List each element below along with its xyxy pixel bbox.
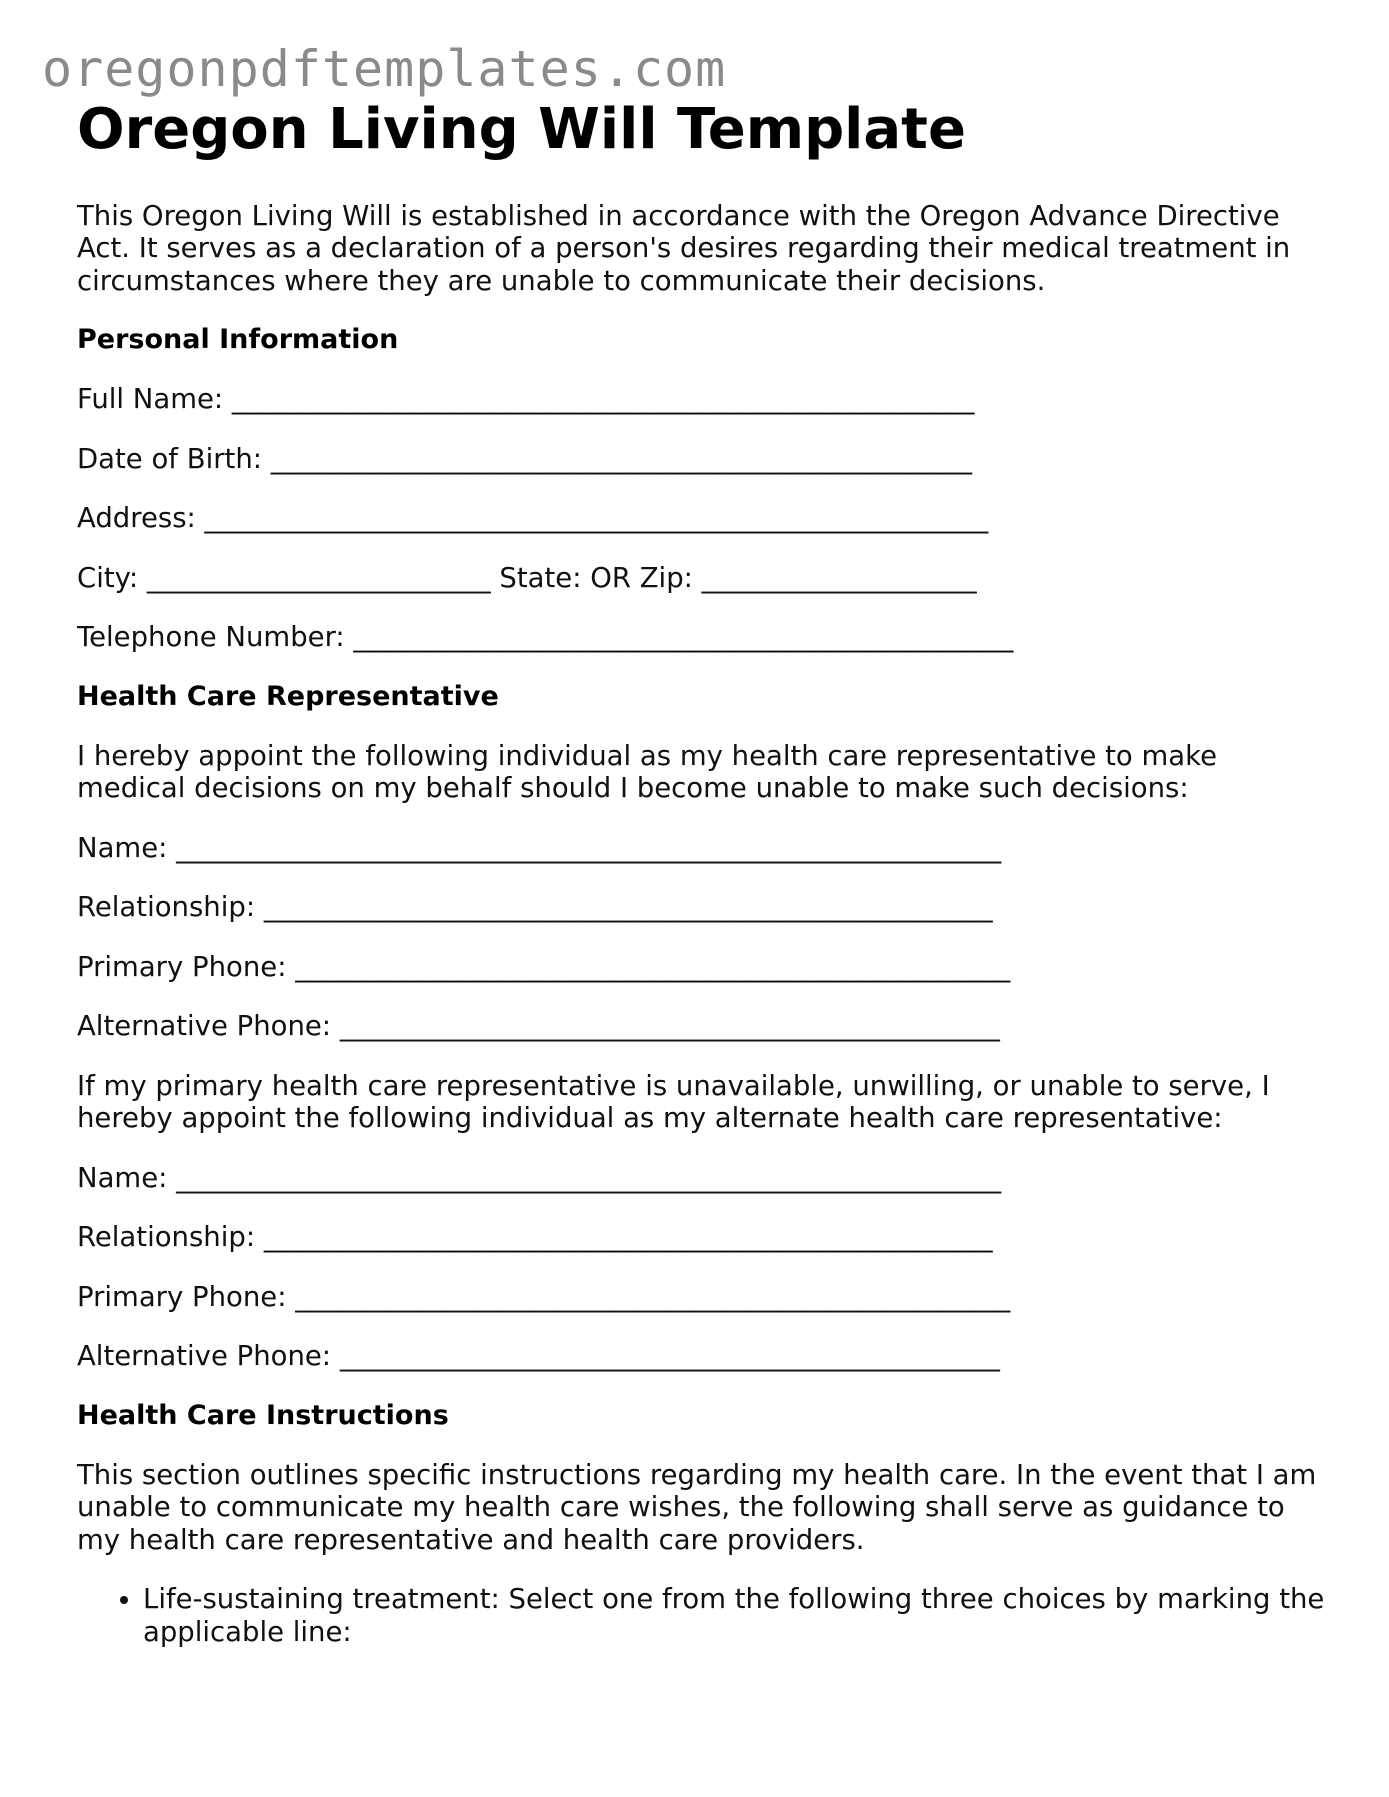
full-name-field[interactable] <box>77 383 1327 416</box>
telephone-field[interactable] <box>77 621 1327 654</box>
personal-info-heading: Personal Information <box>77 324 399 356</box>
watermark: oregonpdftemplates.com <box>42 40 727 98</box>
rep-name-field[interactable] <box>77 832 1327 865</box>
alt-name-blank[interactable]: ____________________________________________________________ <box>176 1161 1002 1194</box>
date-of-birth-blank[interactable]: ___________________________________________________ <box>270 442 973 475</box>
alt-primary-phone-label: Primary Phone: <box>77 1280 287 1313</box>
state-zip-label: State: OR Zip: <box>499 561 693 594</box>
city-blank[interactable]: _________________________ <box>146 561 491 594</box>
alt-name-field[interactable] <box>77 1162 1327 1195</box>
rep-primary-phone-blank[interactable]: ____________________________________________________ <box>295 950 1011 983</box>
rep-alt-phone-blank[interactable]: ________________________________________________ <box>339 1010 1000 1043</box>
telephone-blank[interactable]: ________________________________________________ <box>353 621 1014 654</box>
intro-paragraph: This Oregon Living Will is established in accordance with the Oregon Advance Directive Act. It serves as a declaration of a person's desires regarding their medical treatment in circumstances where they are unable to communicate their decisions. <box>77 199 1291 297</box>
address-label: Address: <box>77 502 196 535</box>
instructions-heading: Health Care Instructions <box>77 1399 449 1431</box>
instructions-intro: This section outlines specific instructions regarding my health care. In the event that I am unable to communicate my health care wishes, the following shall serve as guidance to my health care representative and health care providers. <box>77 1458 1317 1556</box>
address-blank[interactable]: _________________________________________________________ <box>204 502 989 535</box>
full-name-blank[interactable]: ______________________________________________________ <box>231 383 975 416</box>
alt-alt-phone-field[interactable] <box>77 1340 1327 1373</box>
full-name-label: Full Name: <box>77 383 224 416</box>
alt-relationship-blank[interactable]: _____________________________________________________ <box>263 1221 993 1254</box>
alt-primary-phone-field[interactable] <box>77 1281 1327 1314</box>
rep-relationship-blank[interactable]: _____________________________________________________ <box>263 891 993 924</box>
date-of-birth-field[interactable] <box>77 443 1327 476</box>
rep-relationship-label: Relationship: <box>77 891 256 924</box>
rep-name-label: Name: <box>77 831 168 864</box>
rep-alt-phone-field[interactable] <box>77 1010 1327 1043</box>
list-item: • Life-sustaining treatment: Select one from the following three choices by marking the applicable line: <box>143 1583 1327 1648</box>
document-title: Oregon Living Will Template <box>77 97 966 162</box>
city-label: City: <box>77 561 139 594</box>
telephone-label: Telephone Number: <box>77 621 345 654</box>
alt-primary-phone-blank[interactable]: ____________________________________________________ <box>295 1280 1011 1313</box>
representative-heading: Health Care Representative <box>77 680 499 712</box>
alt-alt-phone-label: Alternative Phone: <box>77 1340 332 1373</box>
representative-intro: I hereby appoint the following individual as my health care representative to make medical decisions on my behalf should I become unable to make such decisions: <box>77 739 1217 805</box>
date-of-birth-label: Date of Birth: <box>77 442 263 475</box>
rep-primary-phone-label: Primary Phone: <box>77 950 287 983</box>
rep-primary-phone-field[interactable] <box>77 951 1327 984</box>
address-field[interactable] <box>77 502 1327 535</box>
alt-relationship-label: Relationship: <box>77 1221 256 1254</box>
alt-name-label: Name: <box>77 1161 168 1194</box>
instructions-list <box>77 1583 1327 1648</box>
zip-blank[interactable]: ____________________ <box>701 561 977 594</box>
document-page <box>77 98 1327 1648</box>
rep-relationship-field[interactable] <box>77 891 1327 924</box>
alt-relationship-field[interactable] <box>77 1221 1327 1254</box>
alternate-intro: If my primary health care representative is unavailable, unwilling, or unable to serve, I hereby appoint the following individual as my alternate health care representative: <box>77 1069 1270 1135</box>
rep-name-blank[interactable]: ____________________________________________________________ <box>176 831 1002 864</box>
rep-alt-phone-label: Alternative Phone: <box>77 1010 332 1043</box>
city-state-zip-field[interactable] <box>77 562 1327 595</box>
alt-alt-phone-blank[interactable]: ________________________________________________ <box>339 1340 1000 1373</box>
